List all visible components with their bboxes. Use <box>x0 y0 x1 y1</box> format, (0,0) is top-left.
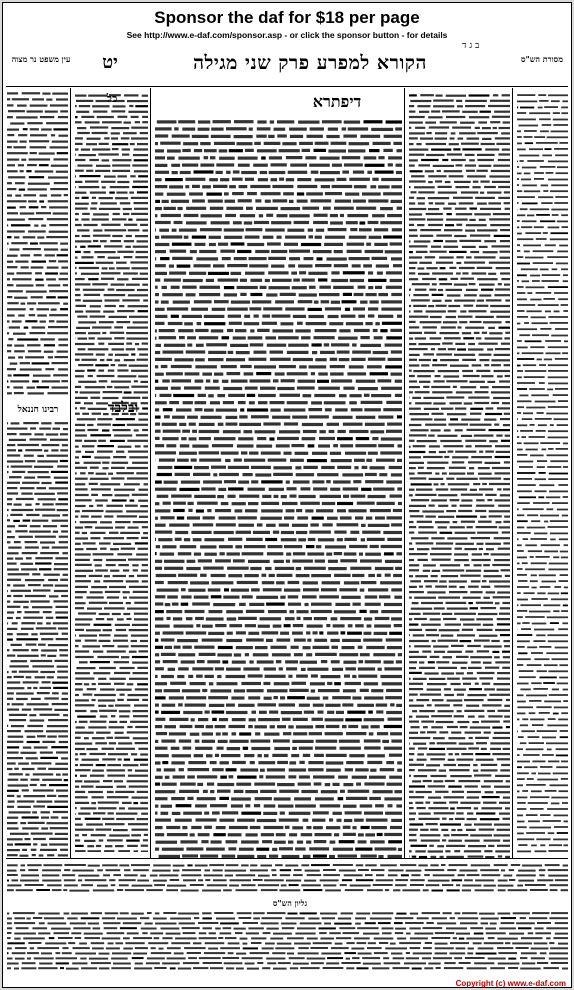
gilyon-hashas-heading: גליון הש"ס <box>272 898 308 908</box>
copyright-text[interactable]: Copyright (c) www.e-daf.com <box>455 979 566 988</box>
masoret-column <box>516 92 568 858</box>
tosafot-column <box>74 92 148 852</box>
opening-word: דיפתרא <box>312 92 362 111</box>
gemara-column <box>154 118 402 858</box>
rashi-column <box>408 92 510 858</box>
rabbeinu-chananel-heading: רבינו חננאל <box>17 405 59 415</box>
ein-mishpat-heading: עין משפט נר מצוה <box>11 54 71 64</box>
column-divider <box>404 88 405 858</box>
sponsor-title[interactable]: Sponsor the daf for $18 per page <box>154 8 420 27</box>
perek-title: הקורא למפרע פרק שני מגילה <box>193 52 427 74</box>
header-rule <box>6 86 568 87</box>
daf-number: יט <box>102 52 118 73</box>
rabbeinu-chananel-column <box>6 420 68 860</box>
bottom-word: ובלבד <box>107 400 139 416</box>
column-divider <box>150 88 151 858</box>
tosafot-opening: כל <box>106 92 118 105</box>
torah-or-block <box>6 910 568 970</box>
header-marks: ב ג ד <box>462 41 480 51</box>
sponsor-subtitle[interactable]: See http://www.e-daf.com/sponsor.asp - or click the sponsor button - for details <box>126 30 448 40</box>
footer-rule <box>6 858 568 859</box>
column-divider <box>512 88 513 858</box>
column-divider <box>70 88 71 858</box>
footnotes-block <box>6 862 568 896</box>
masoret-hashas-heading: מסורת הש"ס <box>521 54 563 64</box>
ein-mishpat-column <box>6 90 68 400</box>
sponsor-banner[interactable] <box>4 8 570 46</box>
